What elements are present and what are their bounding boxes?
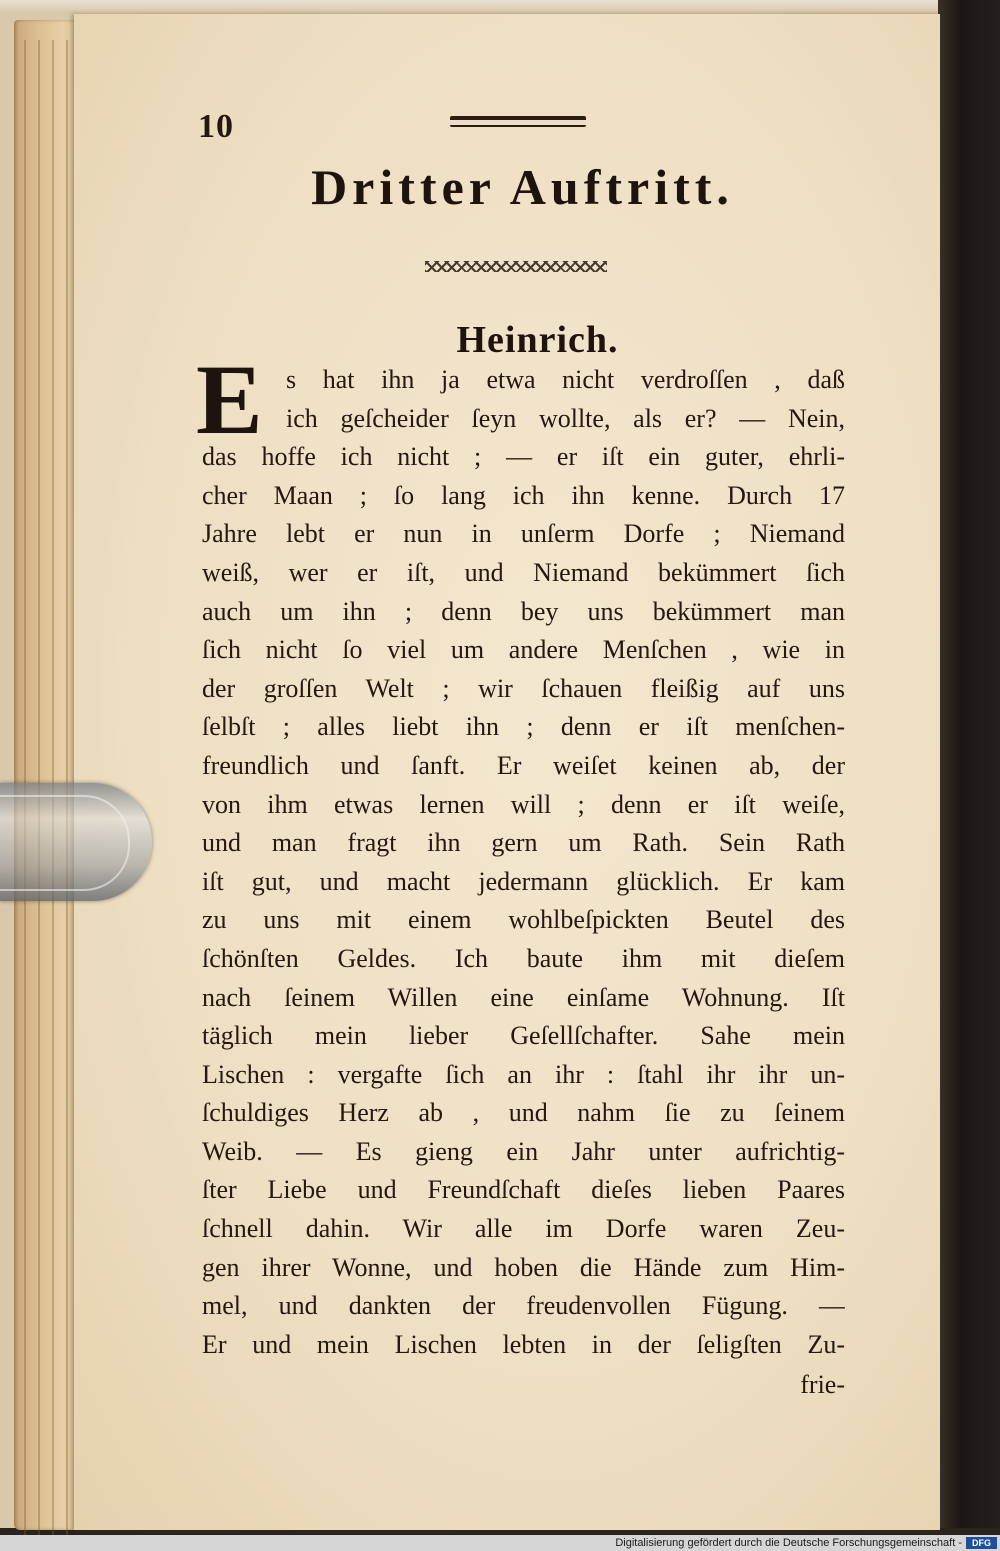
footer-credit: Digitalisierung gefördert durch die Deutsche Forschungsgemeinschaft - — [615, 1537, 962, 1549]
scan-background — [0, 0, 1000, 12]
text-line: mel, und dankten der freudenvollen Fügung. — — [202, 1291, 845, 1321]
speaker-name: Heinrich. — [456, 319, 619, 361]
text-line: Lischen : vergafte ſich an ihr : ſtahl ihr ihr un- — [202, 1059, 845, 1089]
header-rule — [450, 116, 586, 127]
text-line: nach ſeinem Willen eine einſame Wohnung. Iſt — [202, 982, 845, 1012]
text-line: s hat ihn ja etwa nicht verdroſſen , daß — [286, 365, 845, 394]
text-line: ſchuldiges Herz ab , und nahm ſie zu ſeinem — [202, 1098, 845, 1128]
text-line: das hoffe ich nicht ; — er iſt ein guter, ehrli- — [202, 442, 845, 472]
text-line: von ihm etwas lernen will ; denn er iſt weiſe, — [202, 789, 845, 819]
footer-bar — [0, 1535, 1000, 1551]
text-line: ſelbſt ; alles liebt ihn ; denn er iſt menſchen- — [202, 712, 845, 742]
text-line: Er und mein Lischen lebten in der ſeligſten Zu- — [202, 1329, 845, 1359]
text-line: cher Maan ; ſo lang ich ihn kenne. Durch 17 — [202, 480, 845, 510]
text-line: Weib. — Es gieng ein Jahr unter aufrichtig- — [202, 1136, 845, 1166]
dfg-logo-icon: DFG — [966, 1537, 997, 1549]
text-line: Jahre lebt er nun in unſerm Dorfe ; Niemand — [202, 519, 845, 549]
drop-cap: E — [196, 344, 263, 455]
text-line: gen ihrer Wonne, und hoben die Hände zum Him- — [202, 1252, 845, 1282]
text-line: ſich nicht ſo viel um andere Menſchen , wie in — [202, 635, 845, 665]
text-line: täglich mein lieber Geſellſchafter. Sahe mein — [202, 1021, 845, 1051]
text-line: weiß, wer er iſt, und Niemand bekümmert ſich — [202, 557, 845, 587]
text-line: freundlich und ſanft. Er weiſet keinen ab, der — [202, 750, 845, 780]
page-clip — [0, 783, 152, 901]
text-line: der groſſen Welt ; wir ſchauen fleißig auf uns — [202, 673, 845, 703]
text-line: zu uns mit einem wohlbeſpickten Beutel des — [202, 905, 845, 935]
page-clip-highlight — [0, 795, 130, 891]
catchword: frie- — [800, 1370, 845, 1399]
scan-dark-margin-right — [938, 0, 1000, 1534]
text-line: auch um ihn ; denn bey uns bekümmert man — [202, 596, 845, 626]
body-text — [202, 361, 845, 1364]
scene-title: Dritter Auftritt. — [311, 159, 734, 215]
text-line: und man fragt ihn gern um Rath. Sein Rath — [202, 828, 845, 858]
text-line: iſt gut, und macht jedermann glücklich. Er kam — [202, 866, 845, 896]
text-line: ſter Liebe und Freundſchaft dieſes lieben Paares — [202, 1175, 845, 1205]
page-number: 10 — [198, 108, 234, 145]
text-line: ich geſcheider ſeyn wollte, als er? — Nein, — [286, 403, 845, 433]
text-line: ſchönſten Geldes. Ich baute ihm mit dieſem — [202, 943, 845, 973]
text-line: ſchnell dahin. Wir alle im Dorfe waren Zeu- — [202, 1214, 845, 1244]
ornament-divider — [425, 261, 607, 272]
